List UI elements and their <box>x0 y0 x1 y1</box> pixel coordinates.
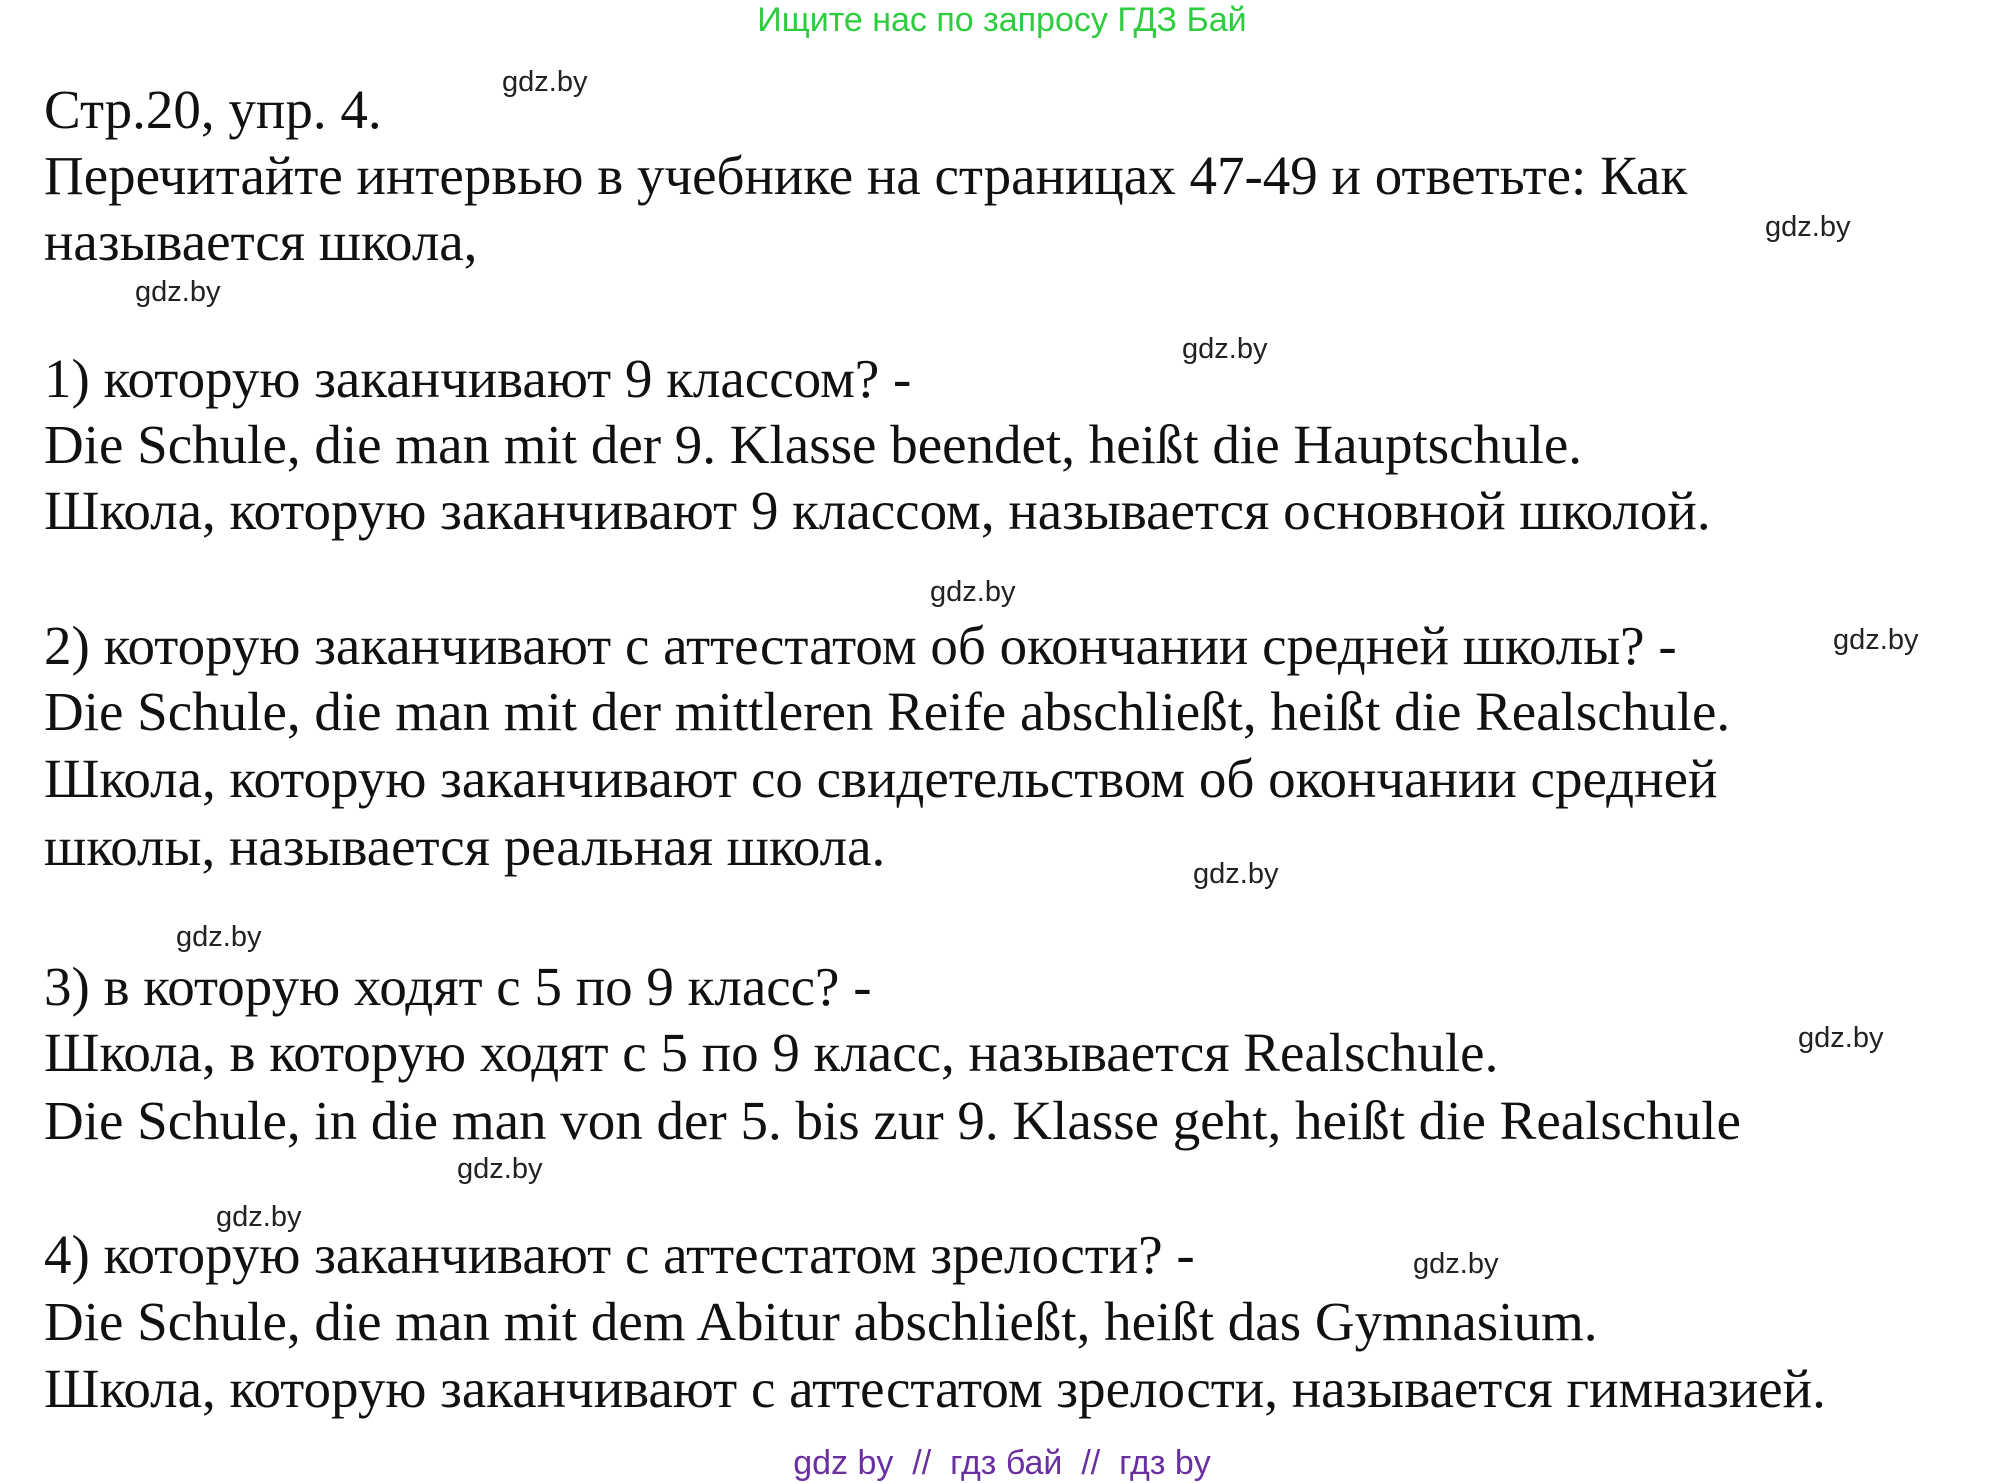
watermark: gdz.by <box>930 576 1016 608</box>
watermark: gdz.by <box>1765 211 1851 243</box>
watermark: gdz.by <box>1413 1248 1499 1280</box>
answer-2-german: Die Schule, die man mit der mittleren Reife abschließt, heißt die Realschule. <box>44 681 1731 742</box>
answer-1-russian: Школа, которую заканчивают 9 классом, называется основной школой. <box>44 480 1711 541</box>
answer-3-russian: Школа, в которую ходят с 5 по 9 класс, называется Realschule. <box>44 1022 1499 1083</box>
question-1: 1) которую заканчивают 9 классом? - <box>44 348 912 409</box>
intro-line-2: называется школа, <box>44 211 478 272</box>
watermark: gdz.by <box>1182 333 1268 365</box>
question-3: 3) в которую ходят с 5 по 9 класс? - <box>44 956 872 1017</box>
answer-1-german: Die Schule, die man mit der 9. Klasse beendet, heißt die Hauptschule. <box>44 414 1583 475</box>
answer-2-russian-line-1: Школа, которую заканчивают со свидетельством об окончании средней <box>44 748 1718 809</box>
watermark: gdz.by <box>502 66 588 98</box>
answer-3-german: Die Schule, in die man von der 5. bis zur 9. Klasse geht, heißt die Realschule <box>44 1090 1741 1151</box>
intro-line-1: Перечитайте интервью в учебнике на страницах 47-49 и ответьте: Как <box>44 145 1688 206</box>
watermark: gdz.by <box>216 1201 302 1233</box>
answer-4-russian: Школа, которую заканчивают с аттестатом зрелости, называется гимназией. <box>44 1358 1826 1419</box>
watermark: gdz.by <box>1193 858 1279 890</box>
question-2: 2) которую заканчивают с аттестатом об окончании средней школы? - <box>44 615 1677 676</box>
watermark: gdz.by <box>176 921 262 953</box>
watermark: gdz.by <box>135 276 221 308</box>
watermark: gdz.by <box>1798 1022 1884 1054</box>
search-banner: Ищите нас по запросу ГДЗ Бай <box>757 1 1247 39</box>
watermark: gdz.by <box>457 1153 543 1185</box>
answer-4-german: Die Schule, die man mit dem Abitur abschließt, heißt das Gymnasium. <box>44 1291 1598 1352</box>
watermark: gdz.by <box>1833 624 1919 656</box>
question-4: 4) которую заканчивают с аттестатом зрелости? - <box>44 1224 1195 1285</box>
footer-watermark: gdz by // гдз бай // гдз by <box>793 1444 1211 1482</box>
answer-2-russian-line-2: школы, называется реальная школа. <box>44 816 886 877</box>
exercise-title: Стр.20, упр. 4. <box>44 79 382 140</box>
